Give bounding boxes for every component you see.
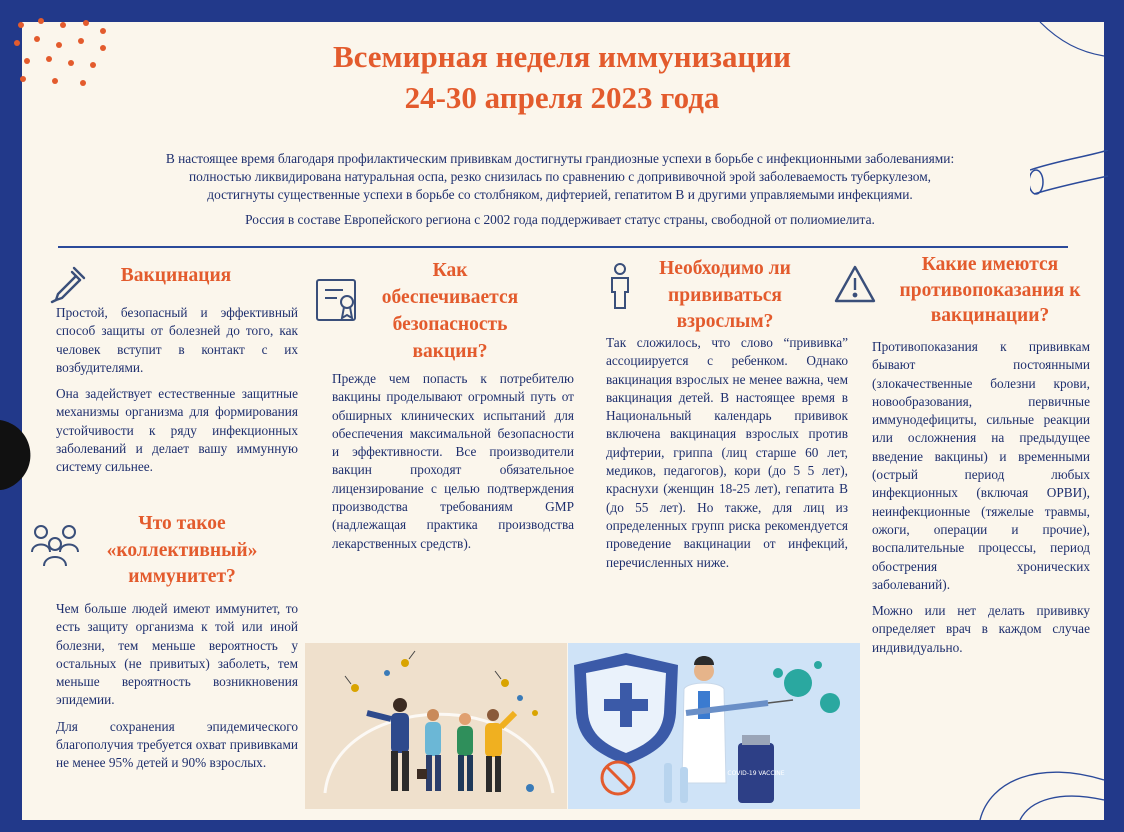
collective-heading-line-3: иммунитет?	[128, 566, 236, 587]
contra-heading-line-2: противопоказания к	[899, 280, 1081, 301]
intro-line-4: Россия в составе Европейского региона с 2002 года поддерживает статус страны, свободной от полиомиелита.	[245, 212, 875, 227]
safety-heading-line-3: безопасность	[392, 314, 508, 335]
safety-heading-line-4: вакцин?	[412, 341, 488, 362]
illustration-doctor-vaccine	[568, 643, 860, 809]
intro-line-1: В настоящее время благодаря профилактическим прививкам достигнуты грандиозные успехи в борьбе с инфекционными заболеваниями:	[165, 151, 955, 166]
safety-heading-line-2: обеспечивается	[381, 287, 519, 308]
contra-heading-line-1: Какие имеются	[921, 254, 1059, 275]
intro-line-2: полностью ликвидирована натуральная оспа, резко снизилась по сравнению с допрививочной эрой заболеваемость туберкулезом,	[188, 169, 932, 184]
vaccination-paragraph-2: Она задействует естественные защитные механизмы организма для формирования устойчивости к ряду инфекционных заболеваний и делает вашу иммунную систему сильнее.	[56, 386, 298, 475]
safety-text	[332, 370, 574, 561]
vaccination-heading: Вакцинация	[120, 265, 232, 286]
vial-label: COVID-19 VACCINE	[727, 770, 785, 777]
decor-swirl-bottom-right	[960, 720, 1104, 820]
group-icon	[30, 522, 80, 568]
collective-paragraph-1: Чем больше людей имеют иммунитет, то есть защиту организма к той или иной болезни, тем меньше вероятность у остальных (не привитых) заболеть, тем меньше вероятность возникновения эпидемии.	[56, 601, 298, 708]
decor-black-blob	[0, 420, 40, 490]
safety-heading-line-1: Как	[432, 260, 468, 281]
adults-text	[606, 334, 848, 580]
vaccination-paragraph-1: Простой, безопасный и эффективный способ защиты от болезней до того, как человек вступит в контакт с их возбудителями.	[56, 305, 298, 375]
adults-heading-line-3: взрослым?	[676, 311, 774, 332]
decor-tube-outline	[1030, 150, 1110, 210]
collective-paragraph-2: Для сохранения эпидемического благополучия требуется охват прививками не менее 95% детей и 90% взрослых.	[56, 718, 298, 771]
contra-heading-line-3: вакцинации?	[930, 305, 1050, 326]
certificate-icon	[313, 276, 363, 324]
page-title: Всемирная неделя иммунизации	[332, 39, 792, 74]
collective-heading-line-2: «коллективный»	[106, 540, 258, 561]
contra-paragraph-1: Противопоказания к прививкам бывают постоянными (злокачественные болезни крови, новообразования, первичные иммунодефициты, сильные реакции или осложнения на предыдущее введение вакцины) и временными (острый период любых инфекционных (включая ОРВИ), неинфекционные (тяжелые травмы, ожоги, операции и прочие), воспалительные процессы, период обострения хронических заболеваний).	[872, 339, 1090, 592]
adults-heading-line-1: Необходимо ли	[659, 258, 791, 279]
contra-text	[872, 338, 1090, 665]
intro-line-3: достигнуты существенные успехи в борьбе со столбняком, дифтерией, гепатитом В и другими управляемыми инфекциями.	[207, 187, 913, 202]
collective-heading-line-1: Что такое	[138, 513, 226, 534]
safety-paragraph-1: Прежде чем попасть к потребителю вакцины проделывают огромный путь от обширных клинических испытаний для обеспечения максимальной безопасности и эффективности. Все производители вакцин проходят обязательное лицензирование с целью подтверждения производства требованиям GMP (надлежащая практика производства лекарственных средств).	[332, 371, 574, 551]
page-subtitle-dates: 24-30 апреля 2023 года	[404, 80, 720, 115]
vaccination-text	[56, 304, 298, 485]
illustration-collective-immunity	[305, 643, 567, 809]
warning-icon	[833, 264, 877, 304]
contra-paragraph-2: Можно или нет делать прививку определяет врач в каждом случае индивидуально.	[872, 603, 1090, 655]
adults-heading-line-2: прививаться	[668, 285, 782, 306]
collective-text	[56, 600, 298, 781]
dropper-icon	[48, 262, 90, 304]
adults-paragraph-1: Так сложилось, что слово “прививка” ассоциируется с ребенком. Однако вакцинация взрослых не менее важна, чем вакцинация детей. В настоящее время в Национальный календарь прививок включена вакцинация взрослых против дифтерии, гриппа (лиц старше 60 лет, медиков, педагогов), кори (до 5 5 лет), краснухи (женщин 18-25 лет), гепатита В (до 55 лет). Но также, для лиц из определенных групп риска рекомендуется проведение вакцинации от инфекций, перечисленных ниже.	[606, 335, 848, 570]
divider	[58, 246, 1068, 248]
